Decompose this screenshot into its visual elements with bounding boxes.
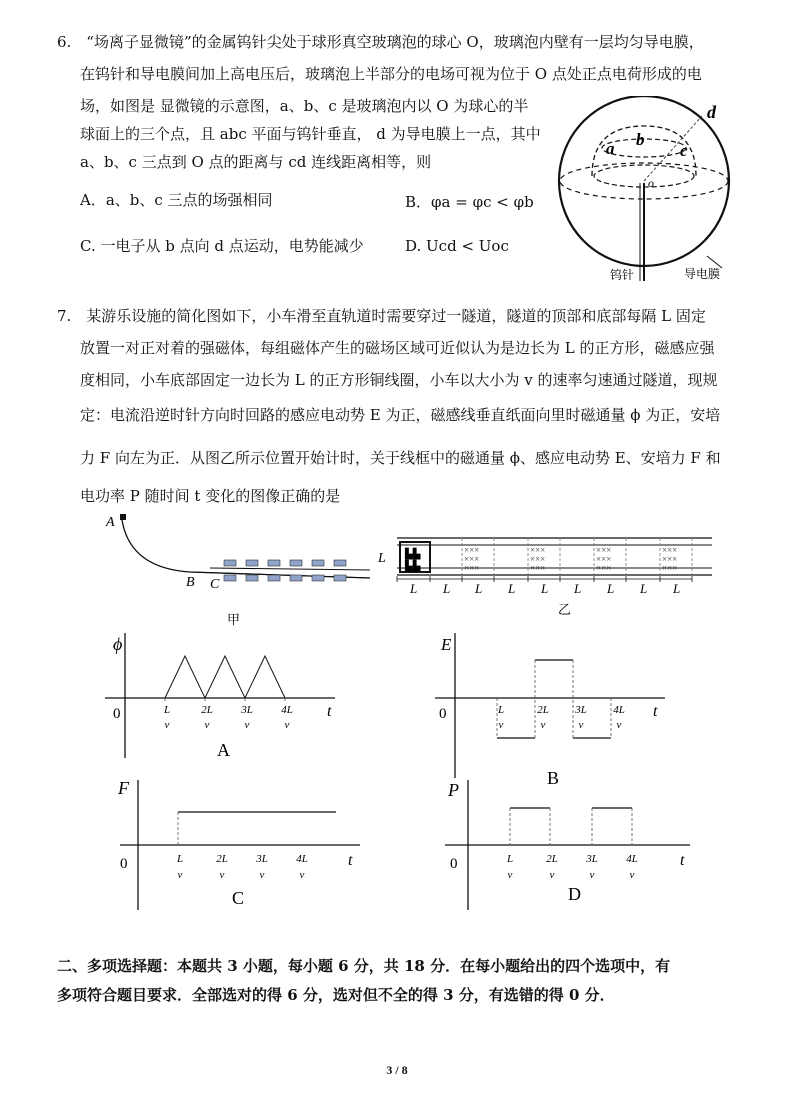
yi-seg-l-3: L <box>475 581 483 596</box>
q7-line-2: 放置一对正对着的强磁体，每组磁体产生的磁场区域可近似认为是边长为 L 的正方形，磁感应强 <box>80 339 715 357</box>
graph-d-tick-2-den: v <box>549 869 555 881</box>
q6-option-d: D. Ucd < Uoc <box>405 237 509 255</box>
svg-text:×××: ××× <box>464 554 480 564</box>
graph-d-power <box>440 770 700 915</box>
graph-d-tick-1-den: v <box>507 869 513 881</box>
jia-caption: 甲 <box>227 613 241 628</box>
q7-figure-yi <box>372 520 717 620</box>
svg-text:×××: ××× <box>464 545 480 555</box>
graph-d-tick-4-den: v <box>629 869 635 881</box>
page-number: 3 / 8 <box>386 1063 408 1077</box>
q6-line-2: 在钨针和导电膜间加上高电压后，玻璃泡上半部分的电场可视为位于 O 点处正点电荷形成的电 <box>80 65 702 83</box>
graph-d-tick-3-den: v <box>589 869 595 881</box>
svg-text:×××: ××× <box>530 545 546 555</box>
graph-a-label: A <box>217 740 230 760</box>
graph-b-xlabel: t <box>653 703 658 720</box>
svg-text:×××: ××× <box>530 554 546 564</box>
graph-c-tick-2-den: v <box>219 869 225 881</box>
q6-label-needle: 钨针 <box>610 268 635 282</box>
q6-label-film: 导电膜 <box>684 267 721 281</box>
graph-c-origin: 0 <box>120 856 128 872</box>
q6-label-o: o <box>648 176 654 190</box>
graph-a-tick-1: L <box>163 704 171 716</box>
graph-b-ylabel: E <box>441 635 452 654</box>
q6-option-b: B．φa = φc < φb <box>405 193 534 211</box>
graph-c-xlabel: t <box>348 852 353 869</box>
graph-b-tick-2-den: v <box>540 719 546 731</box>
graph-a-tick-2: 2L <box>201 704 213 716</box>
graph-b-tick-3: 3L <box>575 704 587 716</box>
q6-label-b: b <box>636 130 645 149</box>
q7-figure-jia <box>100 508 380 628</box>
graph-a-tick-1-den: v <box>164 719 170 731</box>
graph-a-tick-3: 3L <box>241 704 253 716</box>
q6-label-d: d <box>707 102 716 122</box>
graph-c-tick-4: 4L <box>296 853 308 865</box>
yi-caption: 乙 <box>558 603 572 618</box>
graph-c-tick-1: L <box>176 853 184 865</box>
q6-label-a: a <box>606 139 615 158</box>
q6-line-4: 球面上的三个点，且 abc 平面与钨针垂直， d 为导电膜上一点，其中 <box>80 125 541 143</box>
q7-line-1: 7. 某游乐设施的简化图如下，小车滑至直轨道时需要穿过一隧道，隧道的顶部和底部每隔 L 固定 <box>57 307 706 325</box>
svg-text:×××: ××× <box>596 554 612 564</box>
graph-d-xlabel: t <box>680 852 685 869</box>
yi-seg-l-4: L <box>508 581 516 596</box>
graph-b-tick-1-den: v <box>498 719 504 731</box>
svg-text:×××: ××× <box>662 545 678 555</box>
q6-microscope-figure <box>552 96 752 286</box>
svg-text:×××: ××× <box>596 563 612 573</box>
graph-c-tick-4-den: v <box>299 869 305 881</box>
section2-line-1: 二、多项选择题：本题共 3 小题，每小题 6 分，共 18 分．在每小题给出的四个选项中，有 <box>57 957 671 975</box>
graph-a-tick-4-den: v <box>284 719 290 731</box>
graph-d-label: D <box>568 884 581 904</box>
graph-b-tick-4: 4L <box>613 704 625 716</box>
yi-side-l: L <box>378 551 386 566</box>
yi-seg-l-5: L <box>541 581 549 596</box>
svg-text:▙▙: ▙▙ <box>405 561 421 572</box>
graph-d-tick-4: 4L <box>626 853 638 865</box>
graph-b-tick-4-den: v <box>616 719 622 731</box>
graph-d-tick-2: 2L <box>546 853 558 865</box>
yi-seg-l-8: L <box>640 581 648 596</box>
yi-seg-l-7: L <box>607 581 615 596</box>
svg-text:×××: ××× <box>596 545 612 555</box>
q6-option-a: A．a、b、c 三点的场强相同 <box>80 191 273 209</box>
jia-label-a: A <box>106 515 115 530</box>
yi-seg-l-6: L <box>574 581 582 596</box>
graph-d-tick-1: L <box>506 853 514 865</box>
q6-label-c: c <box>680 141 688 160</box>
graph-a-xlabel: t <box>327 703 332 720</box>
graph-c-label: C <box>232 888 245 908</box>
q6-line-5: a、b、c 三点到 O 点的距离与 cd 连线距离相等，则 <box>80 153 432 171</box>
graph-c-tick-3-den: v <box>259 869 265 881</box>
q6-line-1: 6. “场离子显微镜”的金属钨针尖处于球形真空玻璃泡的球心 O，玻璃泡内壁有一层均匀导电膜， <box>57 33 704 51</box>
graph-b-tick-2: 2L <box>537 704 549 716</box>
svg-text:×××: ××× <box>662 554 678 564</box>
svg-text:×××: ××× <box>464 563 480 573</box>
graph-b-origin: 0 <box>439 706 447 722</box>
q6-line-3: 场，如图是 显微镜的示意图，a、b、c 是玻璃泡内以 O 为球心的半 <box>80 97 529 115</box>
jia-label-c: C <box>210 577 220 592</box>
q7-line-6: 电功率 P 随时间 t 变化的图像正确的是 <box>80 487 341 505</box>
graph-c-tick-3: 3L <box>256 853 268 865</box>
graph-a-tick-4: 4L <box>281 704 293 716</box>
svg-text:×××: ××× <box>530 563 546 573</box>
graph-b-label: B <box>547 768 560 788</box>
svg-text:▙▙: ▙▙ <box>405 549 421 560</box>
graph-b-emf <box>425 628 685 788</box>
graph-d-tick-3: 3L <box>586 853 598 865</box>
yi-seg-l-9: L <box>673 581 681 596</box>
svg-text:×××: ××× <box>662 563 678 573</box>
q7-line-5: 力 F 向左为正．从图乙所示位置开始计时，关于线框中的磁通量 ϕ、感应电动势 E、安培力 F 和 <box>80 449 721 467</box>
graph-d-ylabel: P <box>448 780 459 800</box>
jia-label-b: B <box>186 575 195 590</box>
graph-a-tick-3-den: v <box>244 719 250 731</box>
section2-line-2: 多项符合题目要求．全部选对的得 6 分，选对但不全的得 3 分，有选错的得 0 分． <box>57 986 615 1004</box>
graph-b-tick-3-den: v <box>578 719 584 731</box>
q7-line-3: 度相同，小车底部固定一边长为 L 的正方形铜线圈，小车以大小为 v 的速率匀速通过隧道，现规 <box>80 371 718 389</box>
graph-b-tick-1: L <box>497 704 505 716</box>
q7-line-4: 定：电流沿逆时针方向时回路的感应电动势 E 为正，磁感线垂直纸面向里时磁通量 ϕ 为正，安培 <box>80 406 721 424</box>
graph-c-ylabel: F <box>118 778 129 798</box>
graph-c-tick-1-den: v <box>177 869 183 881</box>
graph-d-origin: 0 <box>450 856 458 872</box>
graph-a-tick-2-den: v <box>204 719 210 731</box>
graph-c-tick-2: 2L <box>216 853 228 865</box>
yi-seg-l-1: L <box>410 581 418 596</box>
graph-a-ylabel: ϕ <box>113 634 123 654</box>
q6-option-c: C. 一电子从 b 点向 d 点运动，电势能减少 <box>80 237 364 255</box>
yi-seg-l-2: L <box>443 581 451 596</box>
graph-a-flux <box>95 628 355 768</box>
graph-a-origin: 0 <box>113 706 121 722</box>
graph-c-force <box>110 770 370 915</box>
